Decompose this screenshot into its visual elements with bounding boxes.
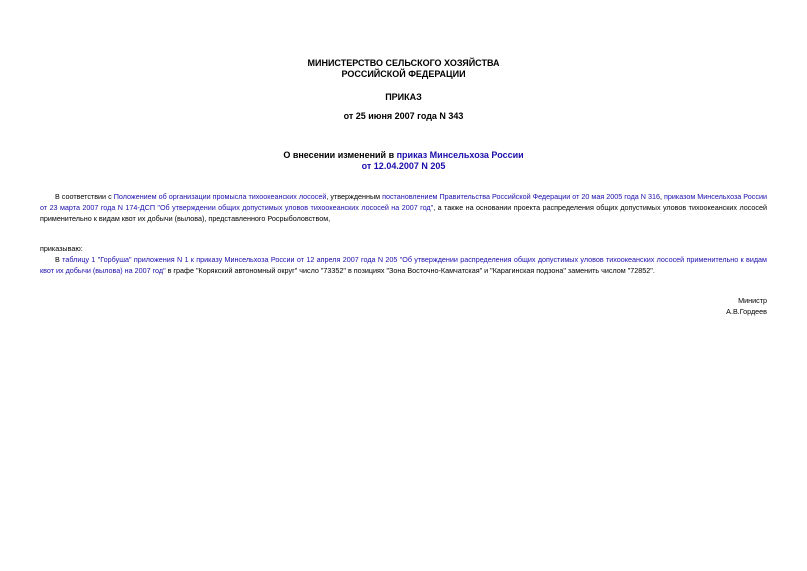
doc-title (0, 150, 807, 172)
title-link[interactable]: приказ Минсельхоза России (396, 150, 524, 160)
doc-date-number: от 25 июня 2007 года N 343 (343, 111, 464, 121)
signature-name: А.В.Гордеев (726, 307, 767, 316)
p2-text-2: в графе "Корякский автономный округ" число "73352" в позициях "Зона Восточно-Камчатская" и "Карагинская подзона" заменить числом "72852". (165, 266, 655, 275)
order-word: приказываю: (40, 244, 83, 253)
p1-text-2: , утвержденным (326, 192, 383, 201)
link-regulation[interactable]: Положением об организации промысла тихоокеанских лососей (113, 192, 327, 201)
p1-text-4: , а также на основании проекта распределения общих допустимых уловов тихоокеанских лососей применительно к видам квот их добычи (вылова), представленного Росрыболовством, (40, 203, 767, 223)
paragraph-basis (40, 191, 767, 224)
signature-block (726, 295, 767, 317)
signature-position: Министр (738, 296, 767, 305)
link-government-decree[interactable]: постановлением Правительства Российской Федерации от 20 мая 2005 года N 316 (382, 192, 660, 201)
title-link-line-2[interactable]: от 12.04.2007 N 205 (361, 161, 446, 171)
p2-text-1: В (55, 255, 63, 264)
p1-text-3: , (659, 192, 664, 201)
ministry-line-2: РОССИЙСКОЙ ФЕДЕРАЦИИ (341, 69, 466, 79)
paragraph-amendment (40, 254, 767, 276)
doc-type: ПРИКАЗ (385, 92, 422, 102)
link-table-1-order-205[interactable]: таблицу 1 "Горбуша" приложения N 1 к приказу Минсельхоза России от 12 апреля 2007 года N 205 "Об утверждении распределения общих допустимых уловов тихоокеанских лососей применительно к видам квот их добычи (вылова) на 2007 год" (40, 255, 767, 275)
title-prefix: О внесении изменений в (283, 150, 397, 160)
ministry-title (0, 58, 807, 80)
ministry-line-1: МИНИСТЕРСТВО СЕЛЬСКОГО ХОЗЯЙСТВА (307, 58, 500, 68)
link-ministry-order-174[interactable]: приказом Минсельхоза России от 23 марта 2007 года N 174-ДСП "Об утверждении общих допустимых уловов тихоокеанских лососей на 2007 год" (40, 192, 767, 212)
p1-text-1: В соответствии с (55, 192, 114, 201)
doc-title-line-1 (0, 150, 807, 161)
